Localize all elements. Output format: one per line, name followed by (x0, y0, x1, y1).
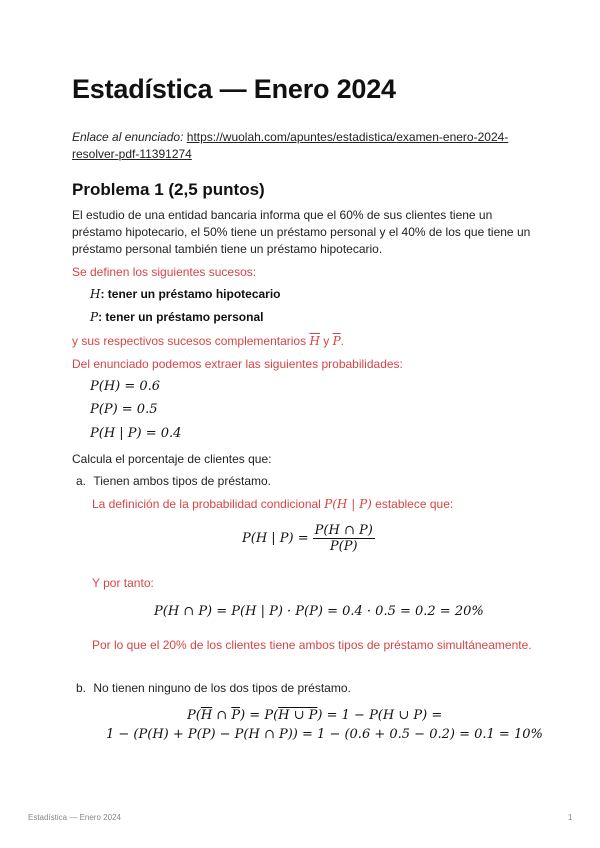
complements-line (72, 333, 532, 350)
part-a-conclusion: Por lo que el 20% de los clientes tiene ambos tipos de préstamo simultáneamente. (92, 638, 532, 652)
question: Calcula el porcentaje de clientes que: (72, 452, 272, 466)
prob-p: P(P) = 0.5 (90, 402, 158, 417)
statement-link-line (72, 129, 532, 163)
formula-denominator: P(P) (329, 539, 358, 554)
page-number: 1 (568, 813, 573, 822)
definition-pre: La definición de la probabilidad condicional (92, 497, 325, 511)
complement-formula-line-1 (187, 708, 442, 723)
eq-intersection: ∩ (212, 708, 232, 723)
part-a-marker: a. (76, 474, 87, 488)
complement-formula-line-2: 1 − (P(H) + P(P) − P(H ∩ P)) = 1 − (0.6 + 0.5 − 0.2) = 0.1 = 10% (106, 727, 543, 742)
event-h-text: : tener un préstamo hipotecario (100, 287, 281, 301)
events-intro: Se definen los siguientes sucesos: (72, 265, 257, 279)
formula-fraction (313, 523, 375, 554)
event-p-text: : tener un préstamo personal (98, 310, 264, 324)
conditional-formula (242, 523, 375, 554)
eq-union-complement: H ∪ P (278, 708, 318, 723)
part-a-item (76, 474, 271, 488)
complement-p: $\overline{P}$ (332, 334, 341, 348)
formula-numerator: P(H ∩ P) (314, 523, 373, 538)
part-b-text: No tienen ninguno de los dos tipos de préstamo. (93, 681, 351, 695)
statement-link[interactable]: https://wuolah.com/apuntes/estadistica/examen-enero-2024-resolver-pdf-11391274 (72, 130, 509, 161)
part-a-text: Tienen ambos tipos de préstamo. (93, 474, 272, 488)
complements-end: . (340, 334, 344, 348)
eq-part-c: ) = 1 − P(H ∪ P) = (317, 708, 443, 723)
event-p-symbol: P (90, 310, 99, 324)
part-b-item (76, 681, 351, 695)
event-h-definition (90, 287, 281, 301)
therefore-text: Y por tanto: (92, 576, 154, 590)
formula-lhs: P(H | P) = (242, 531, 309, 546)
eq-h-complement: $\overline{H}$ (200, 708, 213, 723)
page-title: Estadística — Enero 2024 (72, 74, 396, 104)
eq-part-a: P( (187, 708, 201, 723)
footer-title: Estadística — Enero 2024 (28, 813, 121, 822)
intersection-formula: P(H ∩ P) = P(H | P) · P(P) = 0.4 · 0.5 = 0.2 = 20% (154, 604, 484, 619)
conditional-definition (92, 496, 532, 513)
problem-statement: El estudio de una entidad bancaria informa que el 60% de sus clientes tiene un préstamo hipotecario, el 50% tiene un préstamo personal y el 40% de los que tiene un préstamo personal también tiene un préstamo hipotecario. (72, 208, 531, 256)
eq-p-complement: $\overline{P}$ (231, 708, 241, 723)
definition-post: establece que: (371, 497, 454, 511)
definition-math: P(H | P) (324, 497, 372, 511)
complements-and: y (319, 334, 333, 348)
part-b-marker: b. (76, 681, 87, 695)
complements-text: y sus respectivos sucesos complementarios (72, 334, 310, 348)
event-h-symbol: H (90, 287, 101, 301)
link-label: Enlace al enunciado: (72, 130, 184, 144)
event-p-definition (90, 310, 263, 324)
problem-heading: Problema 1 (2,5 puntos) (72, 180, 265, 199)
probs-intro: Del enunciado podemos extraer las siguientes probabilidades: (72, 357, 403, 371)
prob-h-given-p: P(H | P) = 0.4 (90, 426, 182, 441)
prob-h: P(H) = 0.6 (90, 379, 161, 394)
complement-h: $\overline{H}$ (309, 334, 320, 348)
eq-part-b: ) = P( (240, 708, 279, 723)
